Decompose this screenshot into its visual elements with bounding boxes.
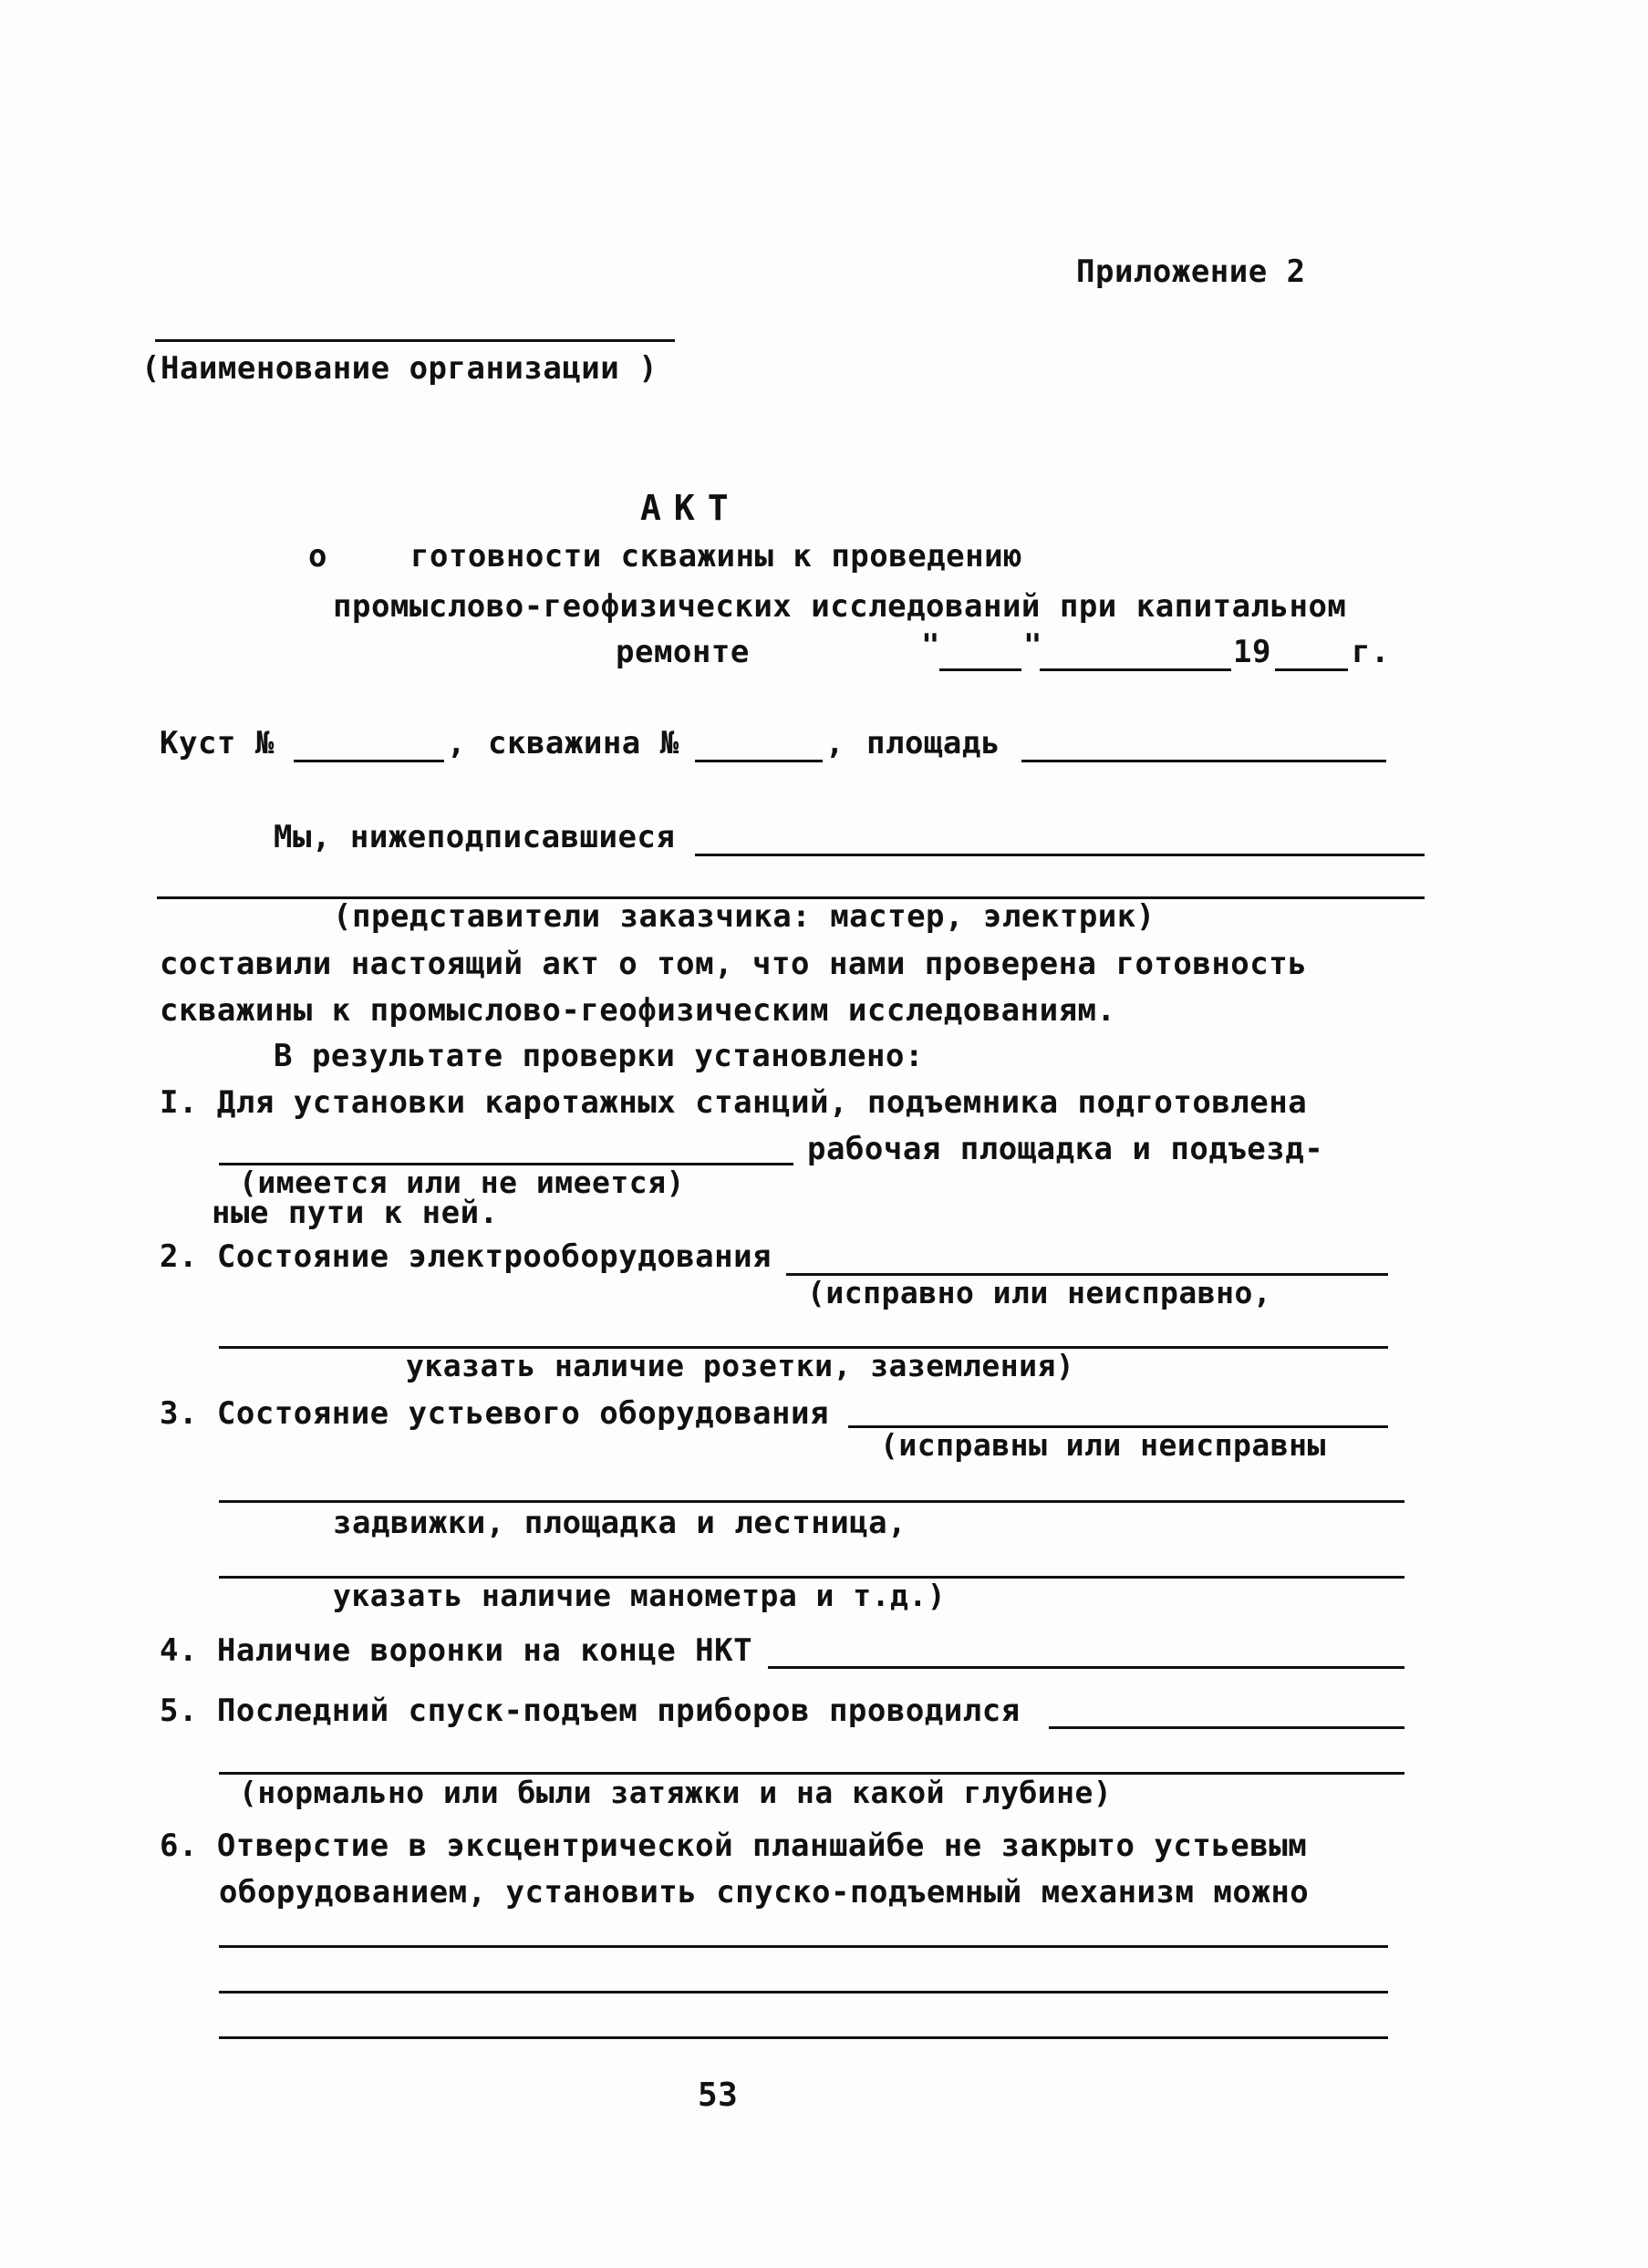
item-4-line (768, 1666, 1404, 1669)
title-line-2: промыслово-геофизических исследований при капитальном (333, 588, 1347, 625)
item-3-label: 3. Состояние устьевого оборудования (160, 1395, 829, 1432)
signers-note: (представители заказчика: мастер, электрик) (333, 898, 1156, 935)
date-day-line (939, 668, 1021, 671)
skvazhina-comma: , (825, 725, 845, 761)
appendix-label: Приложение 2 (1076, 254, 1306, 290)
title-prefix: о (308, 538, 327, 575)
skvazhina-label: скважина № (488, 725, 679, 761)
kust-comma: , (447, 725, 466, 761)
item-1-line-3: ные пути к ней. (212, 1195, 499, 1231)
item-5-note: (нормально или были затяжки и на какой глубине) (239, 1775, 1113, 1810)
item-4-label: 4. Наличие воронки на конце НКТ (160, 1632, 753, 1669)
date-quote-close: " (1023, 627, 1042, 664)
item-3-note-3: указать наличие манометра и т.д.) (333, 1578, 947, 1613)
title-line-1: готовности скважины к проведению (410, 538, 1023, 575)
org-name-line (155, 339, 675, 342)
item-1-line-2: рабочая площадка и подъезд- (807, 1131, 1324, 1167)
date-month-line (1040, 668, 1231, 671)
item-3-note-1: (исправны или неисправны (880, 1427, 1326, 1463)
item-5-label: 5. Последний спуск-подъем приборов проводился (160, 1693, 1021, 1729)
intro-text-1: составили настоящий акт о том, что нами проверена готовность (160, 946, 1308, 982)
ploshchad-label: площадь (866, 725, 1000, 761)
result-heading: В результате проверки установлено: (274, 1038, 924, 1074)
ploshchad-line (1021, 760, 1386, 762)
item-3-note-2: задвижки, площадка и лестница, (333, 1505, 907, 1541)
org-name-caption: (Наименование организации ) (141, 350, 658, 387)
item-2-label: 2. Состояние электрооборудования (160, 1238, 772, 1275)
date-year-line (1275, 668, 1348, 671)
item-6-line-1: 6. Отверстие в эксцентрической планшайбе не закрыто устьевым (160, 1828, 1308, 1864)
item-6-line-2: оборудованием, установить спуско-подъемный механизм можно (219, 1874, 1310, 1911)
item-2-note-1: (исправно или неисправно, (807, 1275, 1272, 1310)
intro-text-2: скважины к промыслово-геофизическим исследованиям. (160, 992, 1116, 1029)
date-year-prefix: 19 (1233, 634, 1271, 670)
signers-label: Мы, нижеподписавшиеся (274, 819, 676, 855)
document-title: АКТ (640, 488, 741, 528)
date-quote-open: " (921, 627, 940, 664)
item-3-line-2 (219, 1500, 1404, 1503)
item-6-line-4 (219, 1991, 1388, 1994)
item-2-note-2: указать наличие розетки, заземления) (406, 1348, 1075, 1383)
skvazhina-line (695, 760, 823, 762)
title-line-3: ремонте (616, 634, 750, 670)
item-6-line-3 (219, 1945, 1388, 1948)
kust-label: Куст № (160, 725, 275, 761)
date-year-suffix: г. (1352, 634, 1390, 670)
item-6-line-5 (219, 2036, 1388, 2039)
item-1-line-1: I. Для установки каротажных станций, подъемника подготовлена (160, 1084, 1308, 1121)
page-number: 53 (698, 2076, 739, 2114)
item-1-note: (имеется или не имеется) (239, 1165, 685, 1200)
item-5-line-1 (1049, 1726, 1404, 1729)
signers-line-1 (695, 854, 1425, 856)
kust-line (294, 760, 444, 762)
